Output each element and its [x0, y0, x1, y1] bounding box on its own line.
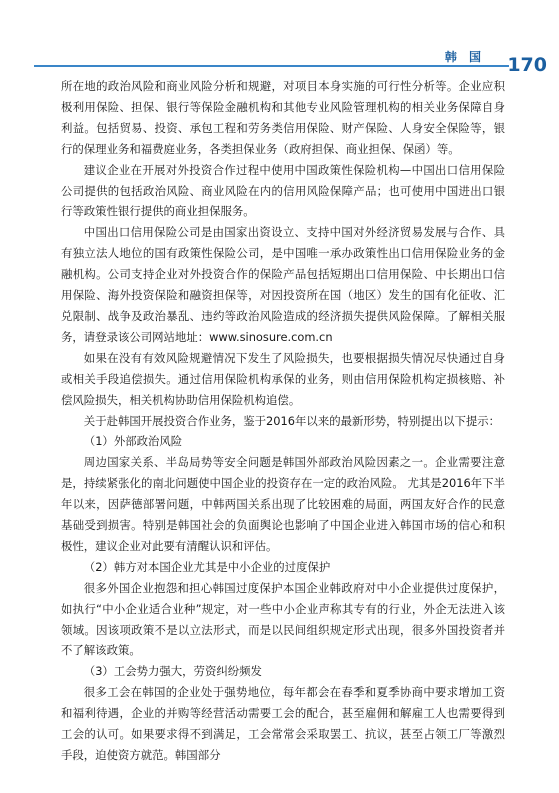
section-heading: （3）工会势力强大，劳资纠纷频发: [83, 664, 262, 679]
page-number: 170: [507, 54, 547, 76]
paragraph: 所在地的政治风险和商业风险分析和规避，对项目本身实施的可行性分析等。企业应积极利用保险、担保、银行等保险金融机构和其他专业风险管理机构的相关业务保障自身利益。包括贸易、投资、承包工程和劳务类信用保险、财产保险、人身安全保险等，银行的保理业务和福费庭业务，各类担保业务（政府担保、商业担保、保函）等。: [61, 79, 505, 156]
paragraph: 建议企业在开展对外投资合作过程中使用中国政策性保险机构—中国出口信用保险公司提供的包括政治风险、商业风险在内的信用风险保障产品；也可使用中国进出口银行等政策性银行提供的商业担保服务。: [61, 162, 505, 219]
section-heading: （2）韩方对本国企业尤其是中小企业的过度保护: [83, 559, 331, 574]
paragraph: 如果在没有有效风险规避情况下发生了风险损失，也要根据损失情况尽快通过自身或相关手段追偿损失。通过信用保险机构承保的业务，则由信用保险机构定损核赔、补偿风险损失，相关机构协助信用保险机构追偿。: [61, 350, 505, 407]
paragraph: 中国出口信用保险公司是由国家出资设立、支持中国对外经济贸易发展与合作、具有独立法人地位的国有政策性保险公司，是中国唯一承办政策性出口信用保险业务的金融机构。公司支持企业对外投资合作的保险产品包括短期出口信用保险、中长期出口信用保险、海外投资保险和融资担保等，对因投资所在国（地区）发生的国有化征收、汇兑限制、战争及政治暴乱、违约等政治风险造成的经济损失提供风险保障。了解相关服务，请登录该公司网站地址：www.sinosure.com.cn: [61, 225, 505, 344]
header-rule: [34, 65, 509, 67]
paragraph: 周边国家关系、半岛局势等安全问题是韩国外部政治风险因素之一。企业需要注意是，持续紧张化的南北问题使中国企业的投资存在一定的政治风险。 尤其是2016年下半年以来，因萨德部署问题，中韩两国关系出现了比较困难的局面，两国友好合作的民意基础受到损害。特别是韩国社会的负面舆论也影响了中国企业进入韩国市场的信心和积极性，建议企业对此要有清醒认识和评估。: [61, 455, 505, 553]
paragraph: 很多外国企业抱怨和担心韩国过度保护本国企业韩政府对中小企业提供过度保护，如执行“中小企业适合业种”规定，对一些中小企业声称其专有的行业，外企无法进入该领域。因该项政策不是以立法形式，而是以民间组织规定形式出现，很多外国投资者并不了解该政策。: [61, 580, 505, 658]
header-title: 韩 国: [444, 50, 485, 64]
paragraph: 关于赴韩国开展投资合作业务，鉴于2016年以来的最新形势，特别提出以下提示：: [83, 413, 501, 428]
body-text: [61, 76, 505, 766]
paragraph: 很多工会在韩国的企业处于强势地位，每年都会在春季和夏季协商中要求增加工资和福利待遇，企业的并购等经营活动需要工会的配合，甚至雇佣和解雇工人也需要得到工会的认可。如果要求得不到满足，工会常常会采取罢工、抗议，甚至占领工厂等激烈手段，迫使资方就范。韩国部分: [61, 685, 505, 762]
section-heading: （1）外部政治风险: [83, 434, 183, 449]
